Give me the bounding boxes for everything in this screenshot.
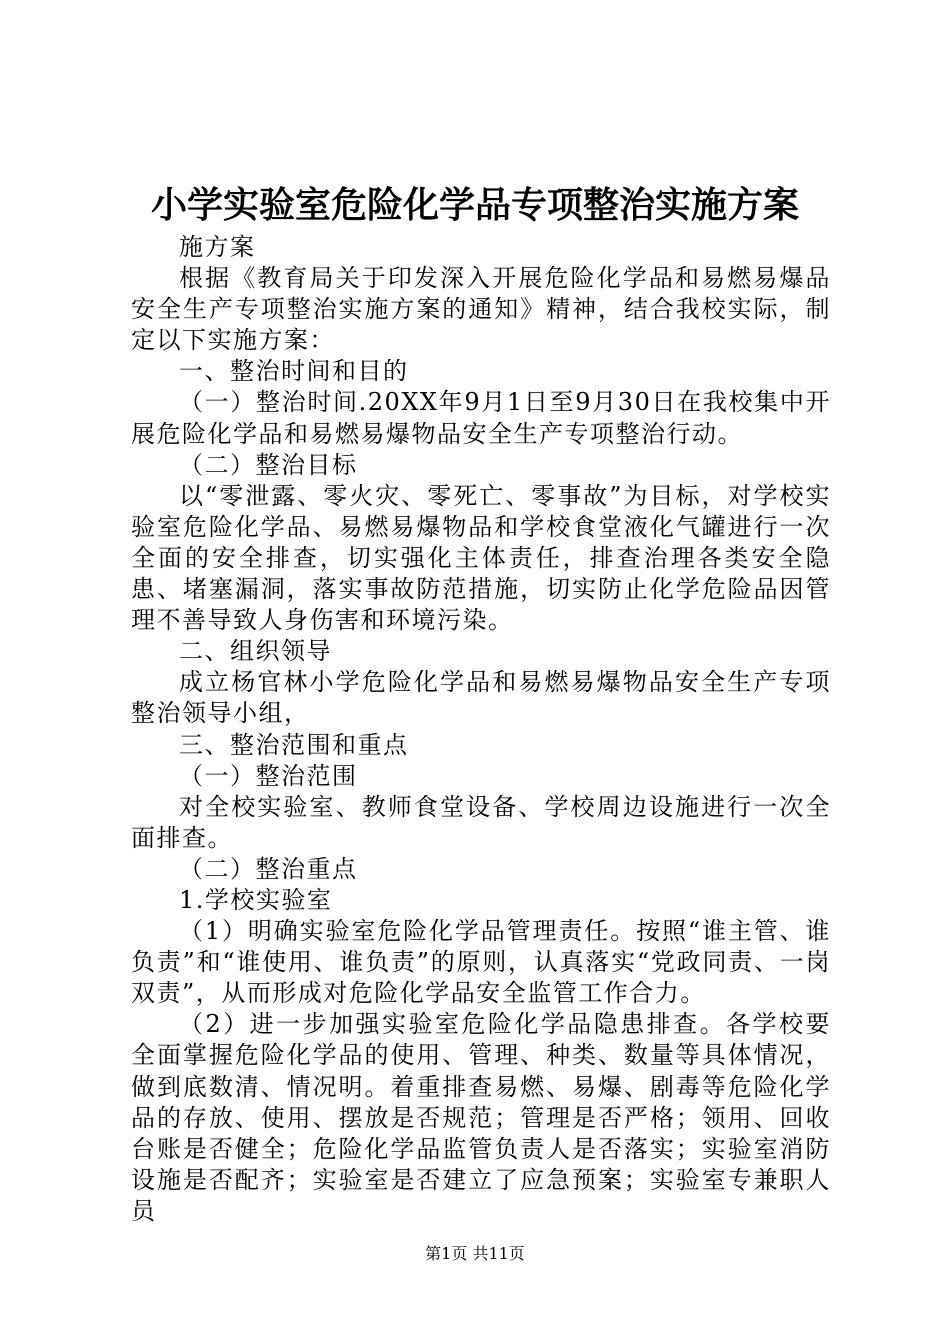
paragraph-goal: 以“零泄露、零火灾、零死亡、零事故”为目标，对学校实验室危险化学品、易燃易爆物品和学校食堂液化气罐进行一次全面的安全排查，切实强化主体责任，排查治理各类安全隐患、堵塞漏洞，落实事故防范措施，切实防止化学危险品因管理不善导致人身伤害和环境污染。: [131, 481, 831, 635]
paragraph-basis: 根据《教育局关于印发深入开展危险化学品和易燃易爆品安全生产专项整治实施方案的通知》精神，结合我校实际，制定以下实施方案：: [131, 264, 831, 355]
heading-section-2: 二、组织领导: [179, 637, 332, 666]
heading-focus: （二）整治重点: [179, 854, 358, 883]
heading-scope: （一）整治范围: [179, 761, 358, 790]
paragraph-inspection: （2）进一步加强实验室危险化学品隐患排查。各学校要全面掌握危险化学品的使用、管理、种类、数量等具体情况，做到底数清、情况明。着重排查易燃、易爆、剧毒等危险化学品的存放、使用、摆放是否规范；管理是否严格；领用、回收台账是否健全；危险化学品监管负责人是否落实；实验室消防设施是否配齐；实验室是否建立了应急预案；实验室专兼职人员: [131, 1010, 831, 1225]
paragraph-time: （一）整治时间.20XX年9月1日至9月30日在我校集中开展危险化学品和易燃易爆物品安全生产专项整治行动。: [131, 388, 831, 448]
page-number: 第1页 共11页: [425, 1244, 525, 1263]
document-title: 小学实验室危险化学品专项整治实施方案: [150, 185, 799, 226]
heading-section-1: 一、整治时间和目的: [179, 357, 409, 386]
heading-section-3: 三、整治范围和重点: [179, 730, 409, 759]
paragraph-intro-fragment: 施方案: [179, 233, 256, 261]
paragraph-scope: 对全校实验室、教师食堂设备、学校周边设施进行一次全面排查。: [131, 792, 831, 852]
heading-goal: （二）整治目标: [179, 450, 358, 479]
paragraph-responsibility: （1）明确实验室危险化学品管理责任。按照“谁主管、谁负责”和“谁使用、谁负责”的原则，认真落实“党政同责、一岗双责”，从而形成对危险化学品安全监管工作合力。: [131, 917, 831, 1008]
paragraph-leadership: 成立杨官林小学危险化学品和易燃易爆物品安全生产专项整治领导小组，: [131, 668, 831, 728]
heading-lab: 1.学校实验室: [179, 885, 333, 914]
document-body: [131, 232, 831, 1227]
